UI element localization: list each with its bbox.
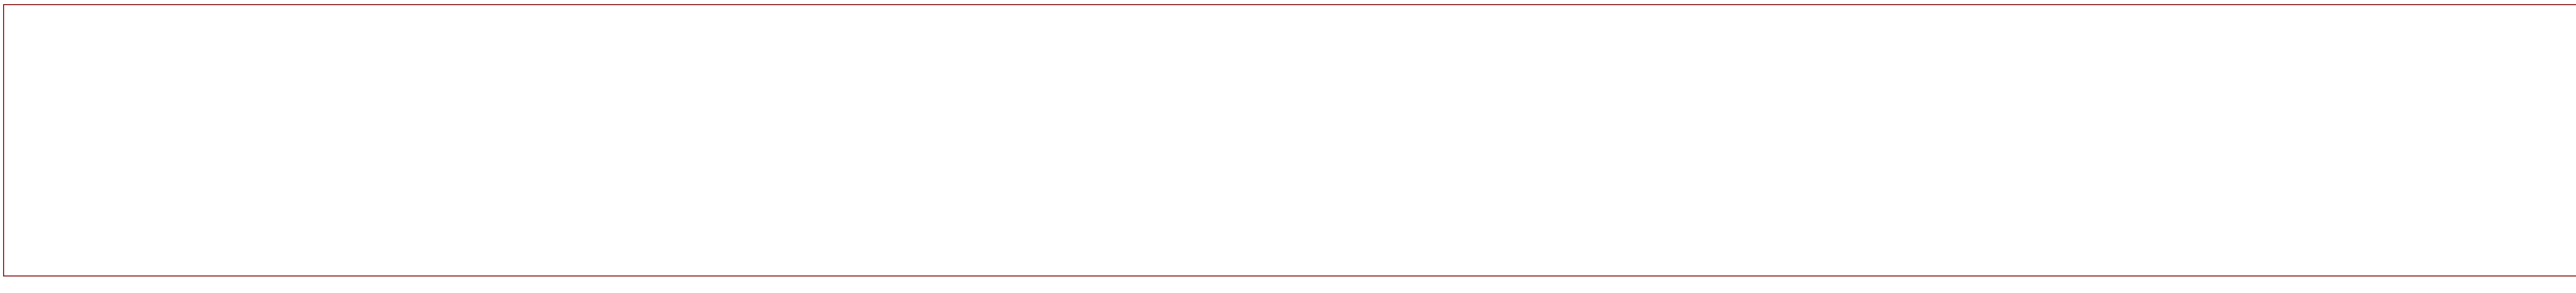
bottom-tab[interactable] bbox=[358, 281, 435, 291]
text-columns bbox=[6, 7, 2576, 273]
bottom-tab[interactable] bbox=[36, 281, 113, 291]
bottom-tab[interactable] bbox=[116, 281, 194, 291]
bottom-tab[interactable] bbox=[277, 281, 354, 291]
bottom-tab-bar bbox=[36, 281, 435, 291]
document-frame bbox=[3, 4, 2576, 276]
bottom-tab[interactable] bbox=[197, 281, 274, 291]
